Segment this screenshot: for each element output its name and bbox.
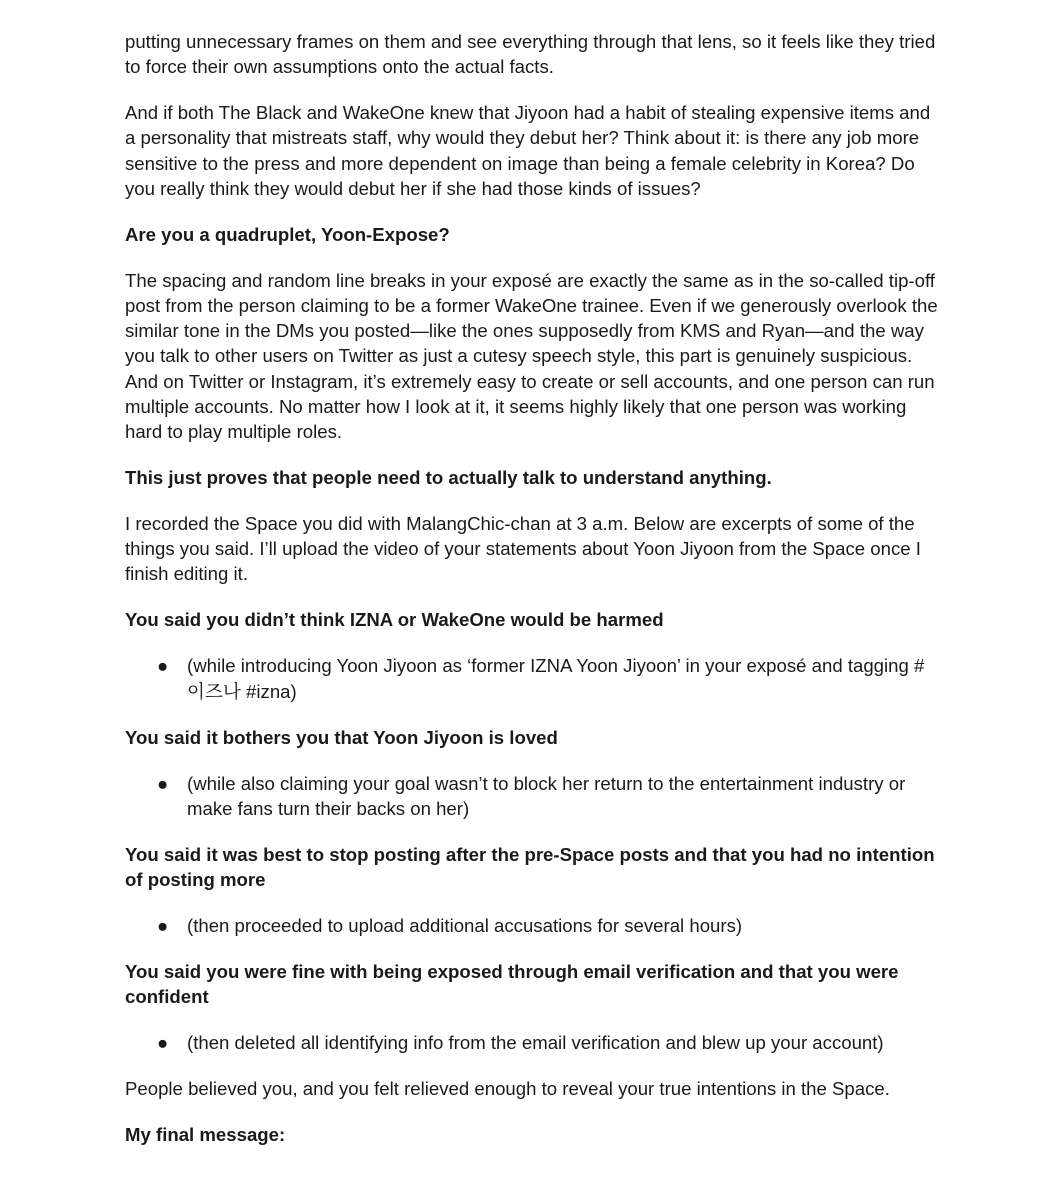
bullet-icon: ● [157,655,169,677]
heading-claim-loved: You said it bothers you that Yoon Jiyoon is loved [125,726,558,748]
heading-quadruplet: Are you a quadruplet, Yoon-Expose? [125,223,450,245]
list-item-text: (while introducing Yoon Jiyoon as ‘former IZNA Yoon Jiyoon’ in your exposé and tagging #이즈나 #izna) [187,655,925,702]
bullet-icon: ● [157,915,169,937]
paragraph-space-recording: I recorded the Space you did with MalangChic-chan at 3 a.m. Below are excerpts of some of the things you said. I’ll upload the video of your statements about Yoon Jiyoon from the Space once I finish editing it. [125,513,921,585]
heading-claim-not-harmed: You said you didn’t think IZNA or WakeOne would be harmed [125,609,664,631]
list-item [125,653,940,703]
paragraph-debut-question: And if both The Black and WakeOne knew that Jiyoon had a habit of stealing expensive items and a personality that mistreats staff, why would they debut her? Think about it: is there any job more sensitive to the press and more dependent on image than being a female celebrity in Korea? Do you really think they would debut her if she had those kinds of issues? [125,102,931,199]
list-item [125,1030,940,1055]
paragraph-true-intentions: People believed you, and you felt relieved enough to reveal your true intentions in the Space. [125,1078,890,1100]
paragraph-framing: putting unnecessary frames on them and see everything through that lens, so it feels like they tried to force their own assumptions onto the actual facts. [125,31,936,78]
paragraph-spacing-evidence: The spacing and random line breaks in your exposé are exactly the same as in the so-called tip-off post from the person claiming to be a former WakeOne trainee. Even if we generously overlook the similar tone in the DMs you posted—like the ones supposedly from KMS and Ryan—and the way you talk to other users on Twitter as just a cutesy speech style, this part is genuinely suspicious. And on Twitter or Instagram, it’s extremely easy to create or sell accounts, and one person can run multiple accounts. No matter how I look at it, it seems highly likely that one person was working hard to play multiple roles. [125,269,938,443]
bullet-icon: ● [157,772,169,794]
list-item [125,913,940,938]
list-item-text: (then deleted all identifying info from the email verification and blew up your account) [187,1032,884,1054]
document-page [125,29,940,1168]
heading-claim-stop-posting: You said it was best to stop posting after the pre-Space posts and that you had no intention of posting more [125,843,935,891]
list-item-text: (while also claiming your goal wasn’t to block her return to the entertainment industry or make fans turn their backs on her) [187,772,906,819]
list-item-text: (then proceeded to upload additional accusations for several hours) [187,915,743,937]
bullet-icon: ● [157,1032,169,1054]
heading-talk-to-understand: This just proves that people need to actually talk to understand anything. [125,467,772,489]
list-item [125,771,940,821]
heading-final-message: My final message: [125,1124,286,1146]
heading-claim-email-verification: You said you were fine with being exposed through email verification and that you were confident [125,961,899,1008]
